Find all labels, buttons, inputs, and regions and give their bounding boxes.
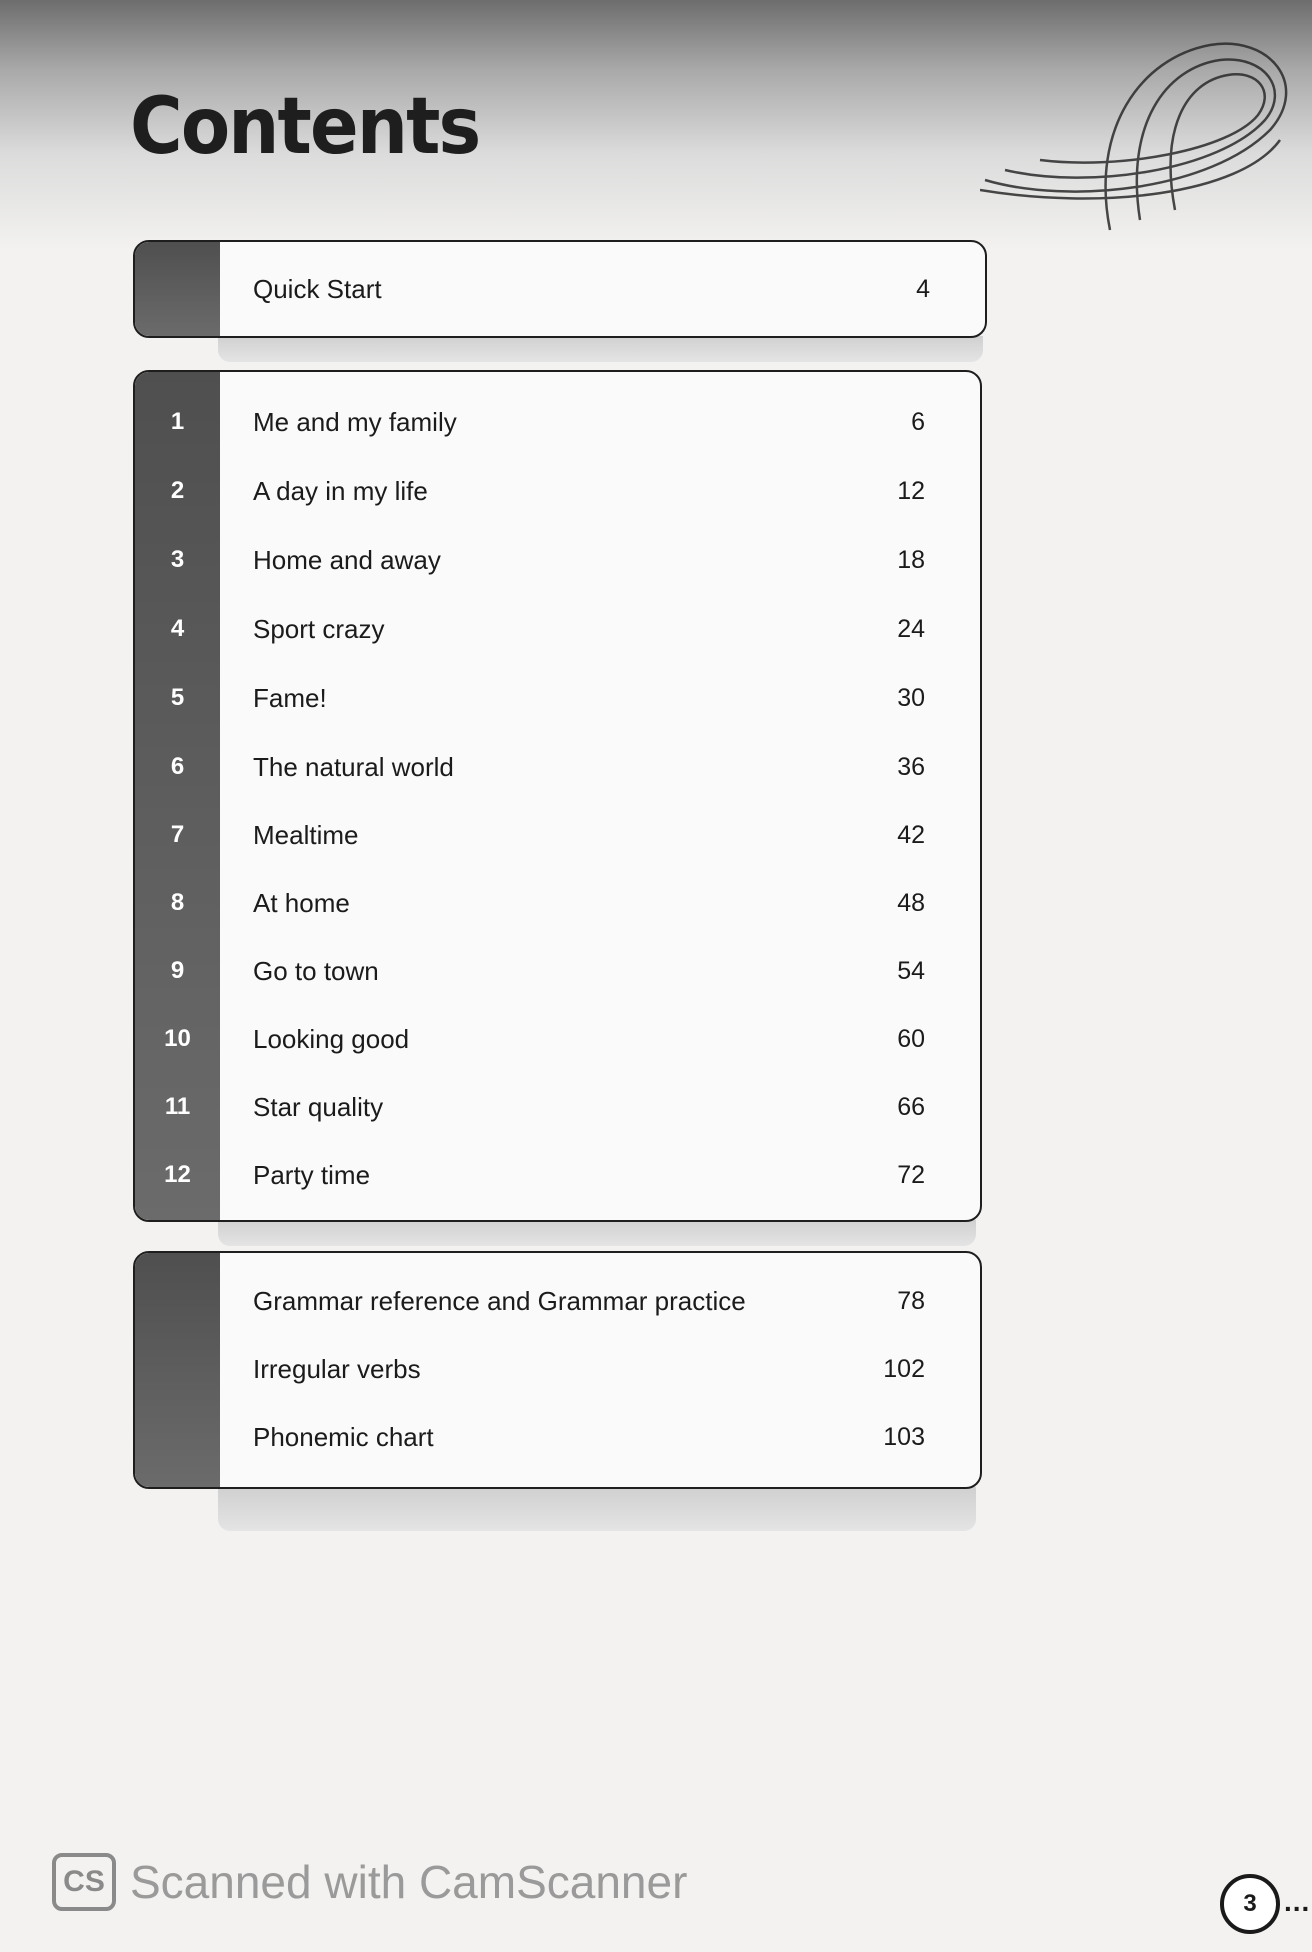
- contents-row[interactable]: [135, 392, 980, 452]
- watermark-text: Scanned with CamScanner: [130, 1856, 688, 1908]
- row-page: 30: [897, 684, 925, 712]
- contents-row[interactable]: [135, 805, 980, 865]
- row-title: Party time: [253, 1160, 371, 1190]
- row-page: 12: [897, 477, 925, 505]
- row-number: 5: [170, 684, 185, 711]
- camscanner-logo: CS: [52, 1853, 116, 1911]
- row-title: Quick Start: [253, 274, 382, 304]
- row-title: At home: [253, 888, 350, 918]
- page-dots: ...: [1284, 1886, 1311, 1917]
- row-number: 3: [170, 546, 185, 573]
- row-page: 48: [897, 889, 925, 917]
- row-number: [135, 259, 220, 319]
- row-number: 1: [170, 408, 185, 435]
- row-page: 103: [883, 1423, 925, 1451]
- row-title: Looking good: [253, 1024, 410, 1054]
- contents-box: [133, 240, 987, 338]
- row-page: 42: [897, 821, 925, 849]
- row-title: Fame!: [253, 683, 327, 713]
- contents-row[interactable]: [135, 1077, 980, 1137]
- contents-row[interactable]: [135, 941, 980, 1001]
- page-title: Contents: [130, 82, 480, 172]
- contents-row[interactable]: [135, 1339, 980, 1399]
- row-title: The natural world: [253, 752, 454, 782]
- row-title: Mealtime: [253, 820, 359, 850]
- contents-row[interactable]: [135, 461, 980, 521]
- contents-row[interactable]: [135, 259, 985, 319]
- camscanner-watermark: [52, 1852, 687, 1912]
- row-page: 60: [897, 1025, 925, 1053]
- row-number: [135, 1339, 220, 1399]
- contents-row[interactable]: [135, 1407, 980, 1467]
- page-number-badge: 3: [1220, 1874, 1280, 1934]
- row-number: 12: [164, 1161, 191, 1188]
- contents-row[interactable]: [135, 530, 980, 590]
- contents-row[interactable]: [135, 873, 980, 933]
- row-title: Go to town: [253, 956, 379, 986]
- section-references: [133, 1251, 983, 1489]
- section-shadow: [218, 1220, 976, 1246]
- contents-row[interactable]: [135, 737, 980, 797]
- swirl-decoration: [980, 20, 1300, 250]
- row-title: Phonemic chart: [253, 1422, 434, 1452]
- section-units: [133, 370, 983, 1222]
- row-number: [135, 1271, 220, 1331]
- row-page: 54: [897, 957, 925, 985]
- row-number: 10: [164, 1025, 191, 1052]
- row-number: 7: [170, 821, 185, 848]
- row-page: 18: [897, 546, 925, 574]
- row-page: 72: [897, 1161, 925, 1189]
- row-page: 78: [897, 1287, 925, 1315]
- row-page: 66: [897, 1093, 925, 1121]
- contents-box: [133, 1251, 982, 1489]
- row-number: 9: [170, 957, 185, 984]
- contents-row[interactable]: [135, 1009, 980, 1069]
- row-number: 2: [170, 477, 185, 504]
- row-title: Irregular verbs: [253, 1354, 421, 1384]
- row-title: Me and my family: [253, 407, 457, 437]
- section-quick-start: [133, 240, 987, 338]
- row-number: 8: [170, 889, 185, 916]
- contents-row[interactable]: [135, 599, 980, 659]
- row-page: 4: [916, 275, 930, 303]
- row-title: Star quality: [253, 1092, 384, 1122]
- row-number: 6: [170, 753, 185, 780]
- section-shadow: [218, 336, 983, 362]
- contents-row[interactable]: [135, 1271, 980, 1331]
- row-title: A day in my life: [253, 476, 428, 506]
- section-shadow: [218, 1487, 976, 1531]
- contents-row[interactable]: [135, 668, 980, 728]
- row-page: 24: [897, 615, 925, 643]
- row-title: Grammar reference and Grammar practice: [253, 1286, 746, 1316]
- contents-row[interactable]: [135, 1145, 980, 1205]
- row-number: [135, 1407, 220, 1467]
- row-number: 11: [164, 1093, 191, 1120]
- row-page: 36: [897, 753, 925, 781]
- row-page: 102: [883, 1355, 925, 1383]
- contents-box: [133, 370, 982, 1222]
- row-number: 4: [170, 615, 185, 642]
- row-page: 6: [911, 408, 925, 436]
- row-title: Home and away: [253, 545, 441, 575]
- row-title: Sport crazy: [253, 614, 385, 644]
